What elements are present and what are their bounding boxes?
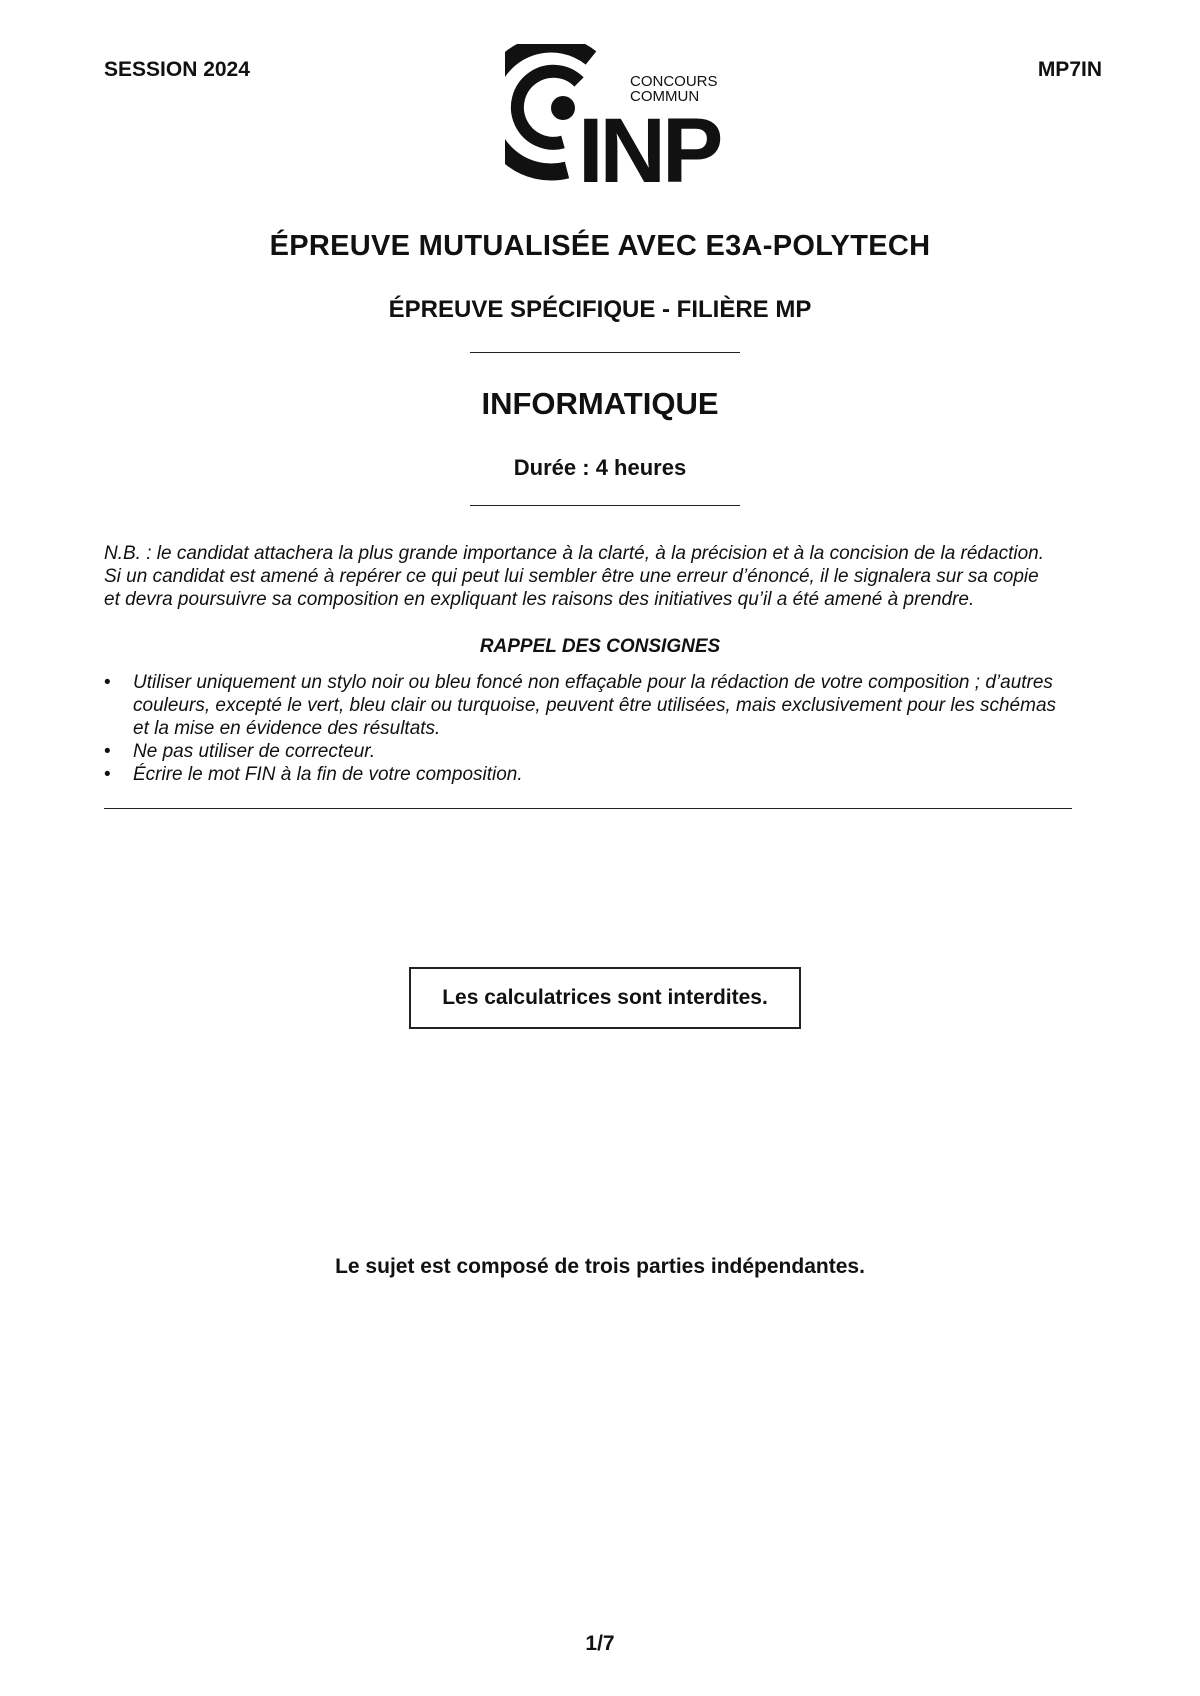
rappel-heading: RAPPEL DES CONSIGNES [479, 636, 721, 657]
session-label: SESSION 2024 [104, 58, 250, 81]
list-item [104, 740, 1114, 763]
list-item-line: et la mise en évidence des résultats. [133, 718, 441, 739]
logo-letters: INP [578, 100, 720, 186]
calculator-notice-box [409, 967, 801, 1029]
composition-note: Le sujet est composé de trois parties indépendantes. [335, 1255, 865, 1278]
nb-line: Si un candidat est amené à repérer ce qui peut lui sembler être une erreur d’énoncé, il le signalera sur sa copie [104, 566, 1039, 587]
list-item-line: Écrire le mot FIN à la fin de votre composition. [133, 764, 523, 785]
divider [470, 352, 740, 353]
nb-paragraph [104, 542, 1114, 611]
calculator-notice: Les calculatrices sont interdites. [442, 986, 768, 1009]
consignes-list [104, 671, 1114, 786]
nb-line: N.B. : le candidat attachera la plus grande importance à la clarté, à la précision et à la concision de la rédaction. [104, 543, 1044, 564]
list-item-line: Utiliser uniquement un stylo noir ou bleu foncé non effaçable pour la rédaction de votre composition ; d’autres [133, 672, 1053, 693]
list-item [104, 671, 1114, 740]
nb-line: et devra poursuivre sa composition en expliquant les raisons des initiatives qu’il a été amené à prendre. [104, 589, 975, 610]
concours-commun-inp-logo [505, 44, 745, 186]
exam-subtitle: ÉPREUVE SPÉCIFIQUE - FILIÈRE MP [388, 296, 812, 323]
list-item-line: couleurs, excepté le vert, bleu clair ou turquoise, peuvent être utilisées, mais exclusivement pour les schémas [133, 695, 1057, 716]
bullet: • [104, 741, 111, 762]
exam-code: MP7IN [1037, 58, 1102, 81]
bullet: • [104, 764, 111, 785]
divider [470, 505, 740, 506]
page-number: 1/7 [585, 1632, 615, 1655]
bullet: • [104, 672, 111, 693]
subject-title: INFORMATIQUE [481, 386, 719, 421]
list-item-line: Ne pas utiliser de correcteur. [133, 741, 376, 762]
logo-line1: CONCOURS [630, 73, 718, 90]
list-item [104, 763, 1114, 786]
duration-label: Durée : 4 heures [513, 455, 687, 480]
logo-line2: COMMUN [630, 88, 700, 105]
section-divider [104, 808, 1072, 809]
exam-title: ÉPREUVE MUTUALISÉE AVEC E3A-POLYTECH [269, 230, 931, 262]
